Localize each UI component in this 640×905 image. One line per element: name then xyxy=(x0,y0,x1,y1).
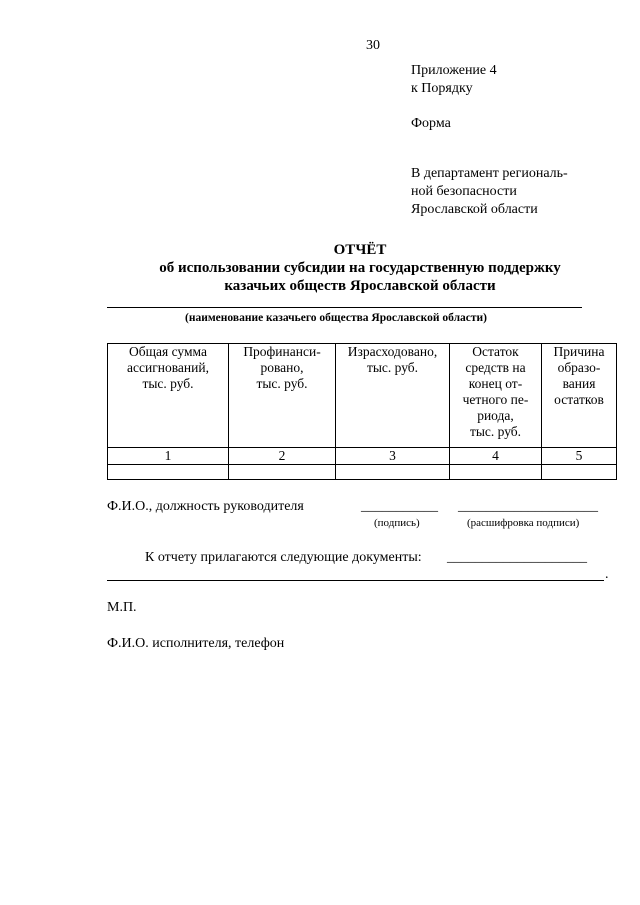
table-number-row xyxy=(108,448,617,465)
column-number: 3 xyxy=(336,448,450,465)
empty-cell[interactable] xyxy=(108,465,229,480)
attachments-end: . xyxy=(605,567,609,582)
report-subtitle-2: казачьих обществ Ярославской области xyxy=(224,278,496,294)
attachments-line xyxy=(107,580,604,581)
header-balance: Остаток средств на конец от- четного пе- риода, тыс. руб. xyxy=(450,344,542,448)
table-header-row xyxy=(108,344,617,448)
signature-caption: (подпись) xyxy=(374,517,420,529)
report-table xyxy=(107,343,617,480)
attachments-blank[interactable]: ____________________ xyxy=(447,550,587,565)
org-name-caption: (наименование казачьего общества Ярославской области) xyxy=(185,312,487,324)
column-number: 5 xyxy=(542,448,617,465)
header-reason: Причина образо- вания остатков xyxy=(542,344,617,448)
addressee-line-1: В департамент региональ- xyxy=(411,166,568,181)
header-spent: Израсходовано, тыс. руб. xyxy=(336,344,450,448)
empty-cell[interactable] xyxy=(542,465,617,480)
attachments-label: К отчету прилагаются следующие документы: xyxy=(145,550,422,565)
signature-label: Ф.И.О., должность руководителя xyxy=(107,499,304,514)
appendix-reference: к Порядку xyxy=(411,81,473,96)
report-title: ОТЧЁТ xyxy=(333,242,387,258)
signature-decode-blank[interactable]: ____________________ xyxy=(458,499,598,514)
form-label: Форма xyxy=(411,116,451,131)
signature-blank[interactable]: ___________ xyxy=(361,499,438,514)
empty-cell[interactable] xyxy=(450,465,542,480)
executor-label: Ф.И.О. исполнителя, телефон xyxy=(107,636,285,651)
header-financed: Профинанси- ровано, тыс. руб. xyxy=(229,344,336,448)
addressee-line-3: Ярославской области xyxy=(411,202,538,217)
column-number: 2 xyxy=(229,448,336,465)
signature-decode-caption: (расшифровка подписи) xyxy=(467,517,580,529)
column-number: 4 xyxy=(450,448,542,465)
header-total-allocations: Общая сумма ассигнований, тыс. руб. xyxy=(108,344,229,448)
report-subtitle-1: об использовании субсидии на государственную поддержку xyxy=(159,260,561,276)
page-number: 30 xyxy=(366,38,380,53)
addressee-line-2: ной безопасности xyxy=(411,184,517,199)
appendix-line: Приложение 4 xyxy=(411,63,497,78)
table-row xyxy=(108,465,617,480)
stamp-label: М.П. xyxy=(107,600,137,615)
column-number: 1 xyxy=(108,448,229,465)
org-name-line xyxy=(107,307,582,308)
empty-cell[interactable] xyxy=(229,465,336,480)
empty-cell[interactable] xyxy=(336,465,450,480)
